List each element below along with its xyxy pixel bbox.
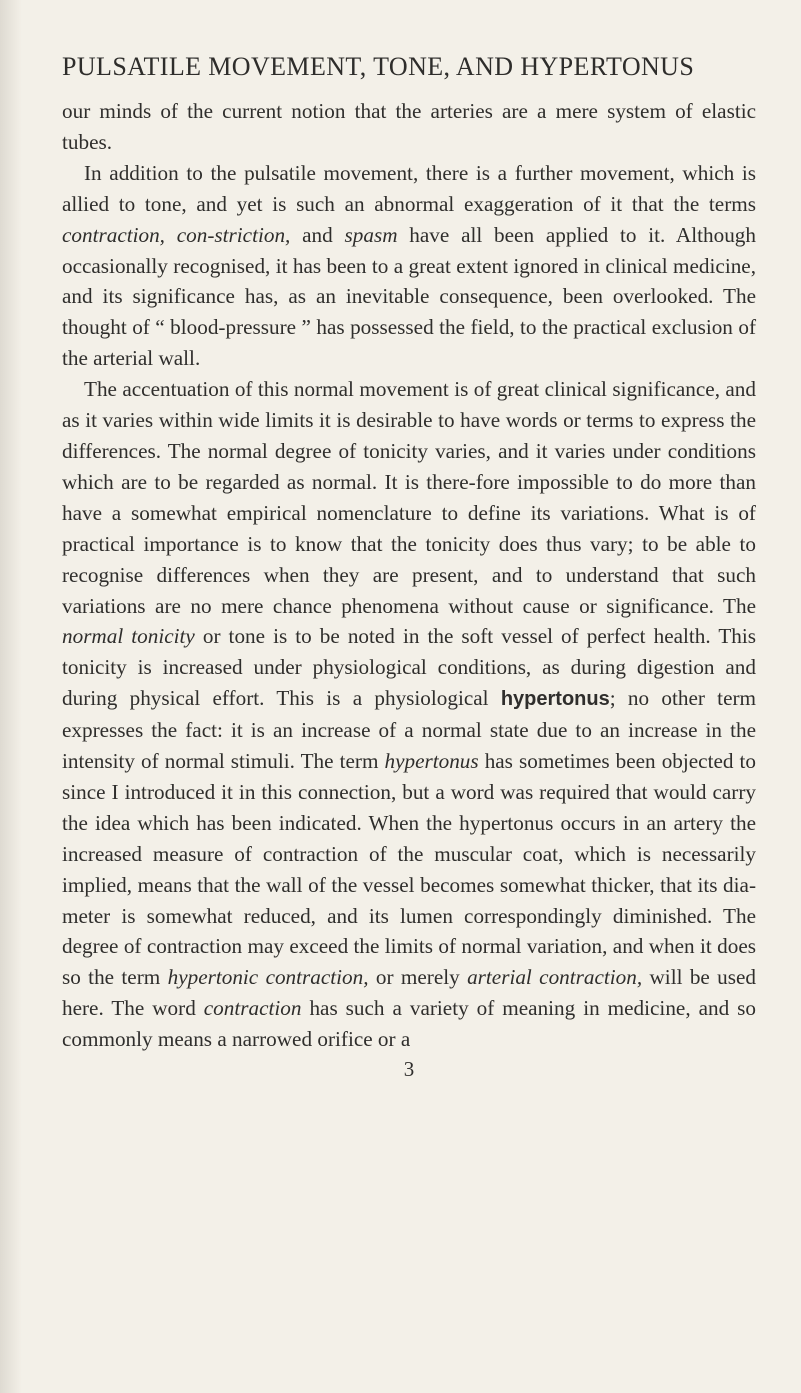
paragraph-3-text-f: will be used here. The word <box>62 965 756 1021</box>
paragraph-1-text: our minds of the current notion that the arteries are a mere system of elastic tubes. <box>62 99 756 154</box>
term-hypertonus-italic: hypertonus <box>384 749 479 774</box>
paragraph-3-text-b: or tone is to be noted in the soft vessel of perfect health. This tonicity is increased under physiological conditions, as during digestion and during physical effort. This is a physiological <box>62 624 756 711</box>
term-normal-tonicity: normal tonicity <box>62 624 195 649</box>
paragraph-2-text-c: have all been applied to it. Although occasionally recognised, it has been to a great extent ignored in clinical medicine, and its significance has, as an inevitable consequence, been overlooked. The thought of “ blood-pressure ” has possessed the field, to the practical exclusion of the arterial wall. <box>62 222 756 371</box>
paragraph-3-text-g: has such a variety of meaning in medicine, and so commonly means a narrowed orifice or a <box>62 996 756 1052</box>
body-text <box>62 96 756 1055</box>
term-spasm: spasm <box>344 222 398 247</box>
term-contraction: contraction <box>203 996 302 1021</box>
paragraph-3-text-d: has sometimes been objected to since I introduced it in this connection, but a word was required that would carry the idea which has been indicated. When the hypertonus occurs in an artery the increased measure of contraction of the muscular coat, which is necessarily implied, means that the wall of the vessel becomes somewhat thicker, that its dia-meter is somewhat reduced, and its lumen correspondingly diminished. The degree of contraction may exceed the limits of normal variation, and when it does so the term <box>62 749 756 990</box>
page-number: 3 <box>403 1057 415 1082</box>
term-contraction-constriction: contraction, con-striction, <box>62 222 291 247</box>
term-arterial-contraction: arterial contraction, <box>467 965 643 990</box>
term-hypertonic-contraction: hypertonic contraction, <box>167 965 369 990</box>
running-title: PULSATILE MOVEMENT, TONE, AND HYPERTONUS <box>62 52 695 81</box>
term-hypertonus-bold: hypertonus <box>500 688 610 711</box>
paragraph-3-text-a: The accentuation of this normal movement is of great clinical significance, and as it varies within wide limits it is desirable to have words or terms to express the differences. The normal degree of tonicity varies, and it varies under conditions which are to be regarded as normal. It is there-fore impossible to do more than have a somewhat empirical nomenclature to define its variations. What is of practical importance is to know that the tonicity does thus vary; to be able to recognise differences when they are present, and to understand that such variations are no mere chance phenomena without cause or significance. The <box>62 377 756 618</box>
paragraph-2 <box>62 158 756 374</box>
paragraph-3-text-c: ; no other term expresses the fact: it is an increase of a normal state due to an increase in the intensity of normal stimuli. The term <box>62 686 757 774</box>
paragraph-continuation <box>62 96 756 158</box>
paragraph-3 <box>62 374 756 1055</box>
paragraph-2-text-a: In addition to the pulsatile movement, there is a further movement, which is allied to tone, and yet is such an abnormal exaggeration of it that the terms <box>62 160 756 216</box>
paragraph-3-text-e: or merely <box>368 965 468 990</box>
paragraph-2-text-b: and <box>290 222 345 247</box>
